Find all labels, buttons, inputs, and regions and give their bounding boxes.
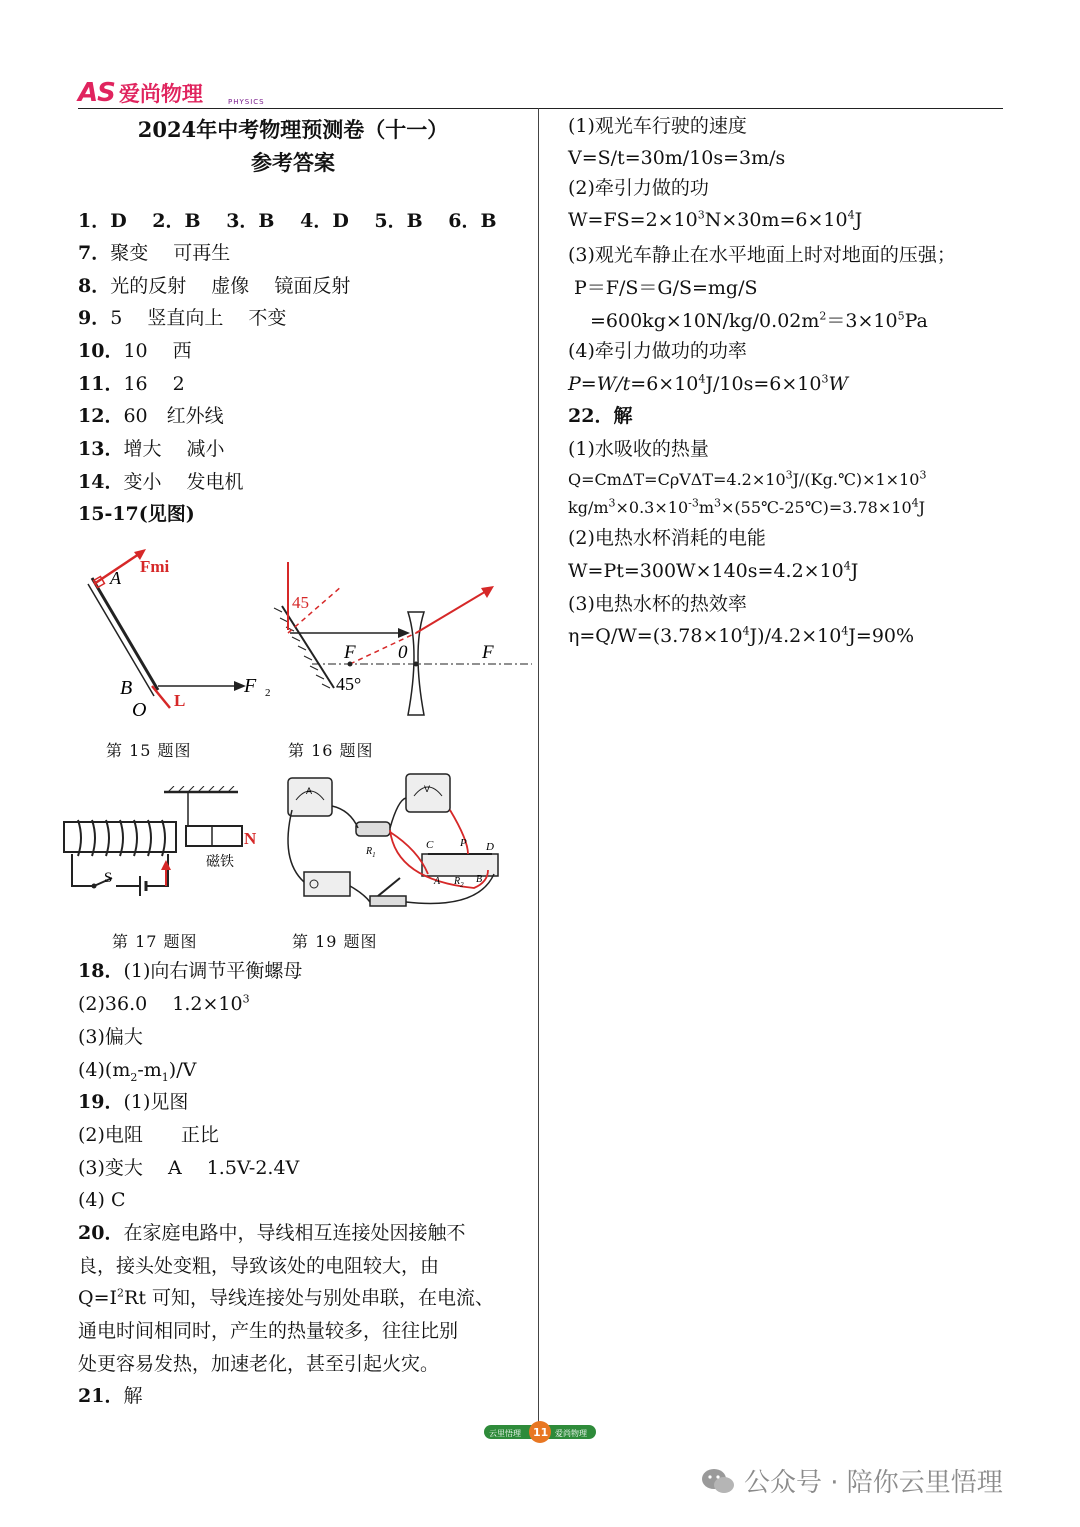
label-voltmeter: V	[424, 784, 431, 794]
page-number: 11	[533, 1426, 549, 1439]
header-rule	[78, 108, 1003, 109]
refracted-ray	[416, 590, 488, 633]
wechat-watermark	[700, 1462, 1003, 1499]
caption-fig15: 第 15 题图	[106, 741, 192, 760]
label-f2-sub: 2	[265, 687, 271, 699]
label-d: D	[486, 841, 494, 853]
right-r14: (2)电热水杯消耗的电能	[568, 527, 766, 549]
answer-19-4: (4) C	[78, 1189, 126, 1211]
label-fmi: Fmi	[140, 557, 170, 576]
answer-15-17: 15-17(见图)	[78, 503, 195, 525]
resistor-r1	[356, 822, 390, 836]
rheostat-r2	[422, 854, 498, 876]
right-r3: (2)牵引力做的功	[568, 177, 709, 199]
logo-text: 爱尚物理	[118, 82, 203, 106]
caption-fig19: 第 19 题图	[292, 932, 378, 951]
figure-17-electromagnet	[60, 786, 270, 902]
label-magnet: 磁铁	[206, 854, 234, 870]
label-r1: $R_1$	[366, 846, 376, 859]
badge-right-text: 爱尚物理	[555, 1429, 587, 1438]
answer-18-4: $(4)(m_2-m_1)/V$	[78, 1059, 197, 1084]
label-r2: $R_2$	[454, 876, 464, 889]
label-north-pole: N	[244, 829, 257, 848]
right-r12: $Q=Cm\Delta T=C\rho V\Delta T=4.2\times 10^3J/(Kg.℃)\times 1\times 10^3$	[568, 468, 927, 489]
solenoid-coils	[78, 820, 165, 856]
answer-9: 9．5 竖直向上 不变	[78, 307, 287, 329]
wechat-icon	[700, 1466, 736, 1496]
answer-14: 14．变小 发电机	[78, 471, 244, 493]
label-angle-45-top: 45	[292, 593, 309, 612]
ammeter	[288, 778, 332, 816]
figure-15-lever	[80, 548, 280, 723]
label-b: B	[476, 874, 483, 885]
answer-19-1: 19．(1)见图	[78, 1091, 189, 1113]
label-p: P	[460, 837, 467, 849]
label-b: B	[120, 677, 133, 699]
answer-13: 13．增大 减小	[78, 438, 225, 460]
label-angle-45-bottom: 45°	[336, 674, 362, 694]
right-r6: P＝F/S＝G/S=mg/S	[574, 277, 758, 299]
watermark-text: 公众号 · 陪你云里悟理	[744, 1468, 1003, 1498]
answer-20-line5: 处更容易发热，加速老化，甚至引起火灾。	[78, 1353, 440, 1375]
right-r13: $kg/m^3\times 0.3\times 10^{-3}m^3\times(55℃-25℃)=3.78\times 10^4J$	[568, 496, 926, 517]
page-number-badge	[482, 1420, 598, 1444]
figure-19-circuit	[278, 770, 508, 916]
lever-rod	[92, 578, 158, 690]
answer-20-line1: 20．在家庭电路中，导线相互连接处因接触不	[78, 1222, 466, 1244]
badge-left-text: 云里悟理	[489, 1429, 521, 1438]
label-focus-right: F	[482, 642, 494, 663]
logo-subtext: PHYSICS	[228, 98, 265, 106]
arm-l-line	[152, 686, 170, 708]
answer-8: 8．光的反射 虚像 镜面反射	[78, 275, 351, 297]
answer-20-line3: $Q=I^2Rt$ 可知，导线连接处与别处串联，在电流、	[78, 1286, 494, 1309]
answer-21: 21．解	[78, 1385, 143, 1407]
right-r16: (3)电热水杯的热效率	[568, 593, 747, 615]
page-title: 2024年中考物理预测卷（十一）	[137, 117, 449, 142]
column-divider	[538, 108, 539, 1438]
right-q22: 22．解	[568, 405, 633, 427]
right-r4: $W=FS=2\times 10^3N\times 30m=6\times 10^4J$	[568, 208, 863, 231]
answer-11: 11．16 2	[78, 373, 185, 395]
answer-18-2: (2)36.0 $1.2\times 10^3$	[78, 992, 250, 1015]
answer-19-3: (3)变大 A 1.5V-2.4V	[78, 1157, 300, 1179]
answer-20-line2: 良，接头处变粗，导致该处的电阻较大，由	[78, 1255, 440, 1277]
brand-logo	[78, 78, 265, 108]
figure-16-optics	[268, 560, 536, 720]
right-r8: (4)牵引力做功的功率	[568, 340, 747, 362]
answer-19-2: (2)电阻 正比	[78, 1124, 219, 1146]
label-f2: F	[244, 675, 257, 697]
right-r5: (3)观光车静止在水平地面上时对地面的压强；	[568, 244, 956, 266]
mc-answers: 1．D 2．B 3．B 4．D 5．B 6．B	[78, 210, 497, 232]
label-o: O	[132, 699, 147, 721]
optical-center	[414, 662, 419, 667]
label-c: C	[426, 839, 434, 851]
answer-10: 10．10 西	[78, 340, 192, 362]
right-r7: $=600kg\times 10N/kg/0.02m^2=3\times 10^5Pa$	[590, 309, 928, 332]
right-r17: $\eta=Q/W=(3.78\times 10^4J)/4.2\times 10^4J=90\%$	[568, 624, 915, 647]
label-optical-center: 0	[398, 642, 408, 663]
page-subtitle: 参考答案	[251, 150, 335, 175]
label-ammeter: A	[306, 786, 313, 796]
right-r1: (1)观光车行驶的速度	[568, 115, 747, 137]
switch	[370, 896, 406, 906]
plane-mirror	[282, 606, 334, 688]
right-r11: (1)水吸收的热量	[568, 438, 709, 460]
right-r2: V=S/t=30m/10s=3m/s	[568, 147, 786, 169]
caption-fig16: 第 16 题图	[288, 741, 374, 760]
right-r9: $P=W/t=6\times 10^4J/10s=6\times 10^3W$	[568, 372, 848, 395]
bar-magnet	[186, 826, 242, 846]
circuit-wire-left	[72, 854, 94, 886]
label-a: A	[434, 876, 441, 887]
label-a: A	[110, 568, 121, 588]
label-l: L	[174, 691, 186, 710]
answer-12: 12．60 红外线	[78, 405, 224, 427]
caption-fig17: 第 17 题图	[112, 932, 198, 951]
answer-7: 7．聚变 可再生	[78, 242, 231, 264]
label-switch-s: S	[104, 870, 113, 886]
label-focus-left: F	[344, 642, 356, 663]
answer-18-3: (3)偏大	[78, 1026, 143, 1048]
answer-18-1: 18．(1)向右调节平衡螺母	[78, 960, 303, 982]
logo-letters: AS	[78, 78, 115, 108]
answer-20-line4: 通电时间相同时，产生的热量较多，往往比别	[78, 1320, 459, 1342]
right-r15: $W=Pt=300W\times 140s=4.2\times 10^4J$	[568, 559, 859, 582]
power-supply	[304, 872, 350, 896]
